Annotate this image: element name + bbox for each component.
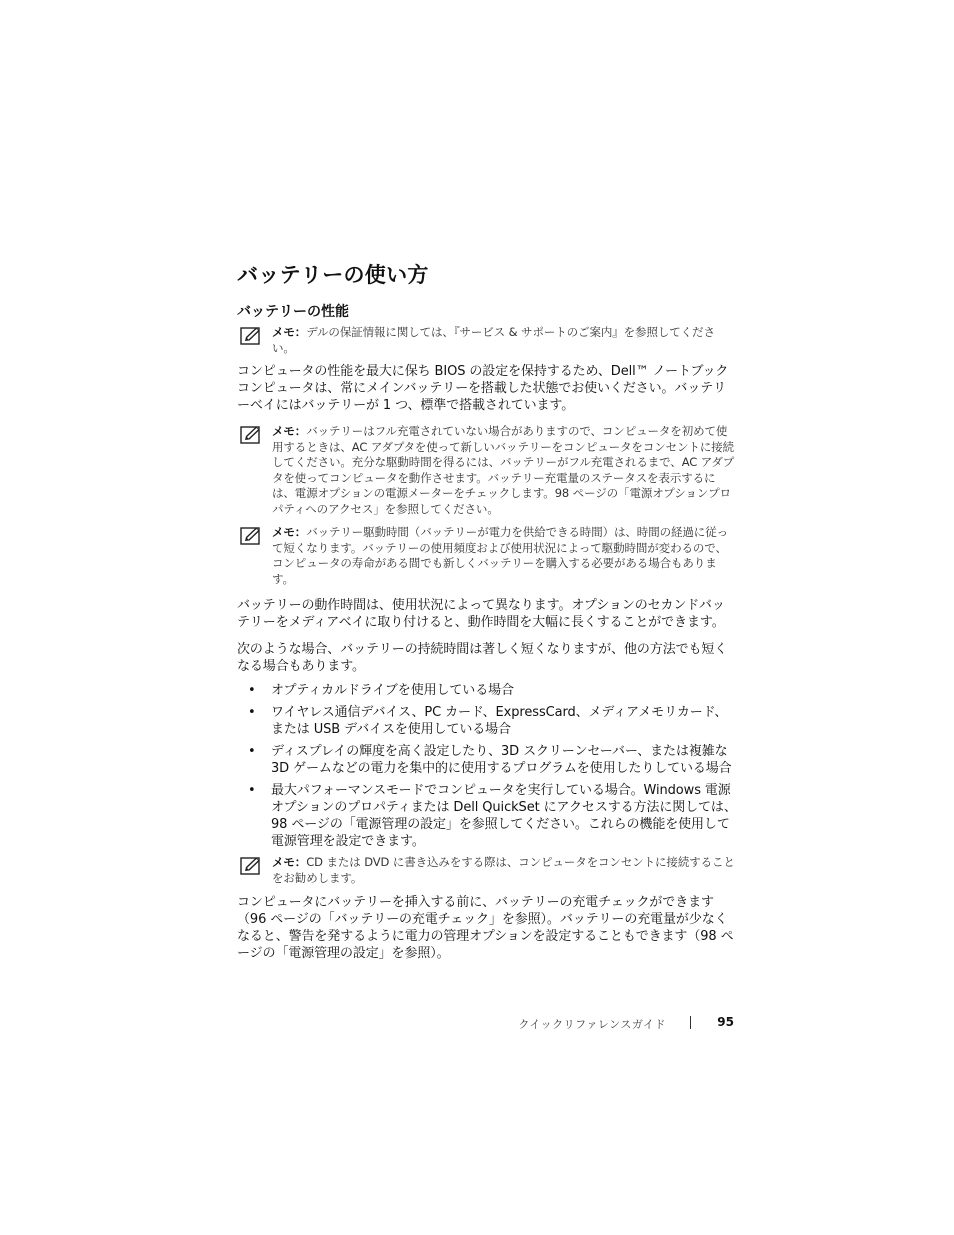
note-pencil-icon <box>240 426 262 444</box>
bullet-text: オプティカルドライブを使用している場合 <box>271 683 514 698</box>
note-pencil-icon <box>240 857 262 875</box>
note-2 <box>237 424 737 517</box>
note-text: バッテリー駆動時間（バッテリーが電力を供給できる時間）は、時間の経過に従って短くなります。バッテリーの使用頻度および使用状況によって駆動時間が変わるので、コンピュータの寿命がある間でも新しくバッテリーを購入する必要がある場合もあります。 <box>272 525 728 586</box>
section-heading: バッテリーの性能 <box>237 304 349 320</box>
bullet-dot: • <box>248 783 256 798</box>
note-label: メモ： <box>272 325 307 339</box>
note-4 <box>237 855 737 886</box>
list-item <box>237 682 737 699</box>
bullet-text: ディスプレイの輝度を高く設定したり、3D スクリーンセーバー、または複雑な 3D ゲームなどの電力を集中的に使用するプログラムを使用したりしている場合 <box>271 744 732 776</box>
footer-separator <box>690 1016 691 1029</box>
list-item <box>237 704 737 738</box>
bullet-dot: • <box>248 744 256 759</box>
page-content <box>237 258 737 962</box>
list-item <box>237 743 737 777</box>
note-1 <box>237 325 737 356</box>
paragraph: バッテリーの動作時間は、使用状況によって異なります。オプションのセカンドバッテリーをメディアベイに取り付けると、動作時間を大幅に長くすることができます。 <box>237 598 725 630</box>
page-number: 95 <box>717 1015 734 1029</box>
paragraph: コンピュータにバッテリーを挿入する前に、バッテリーの充電チェックができます（96 ページの「バッテリーの充電チェック」を参照）。バッテリーの充電量が少なくなると、警告を発するように電力の管理オプションを設定することもできます（98 ページの「電源管理の設定」を参照）。 <box>237 895 734 961</box>
note-text: CD または DVD に書き込みをする際は、コンピュータをコンセントに接続することをお勧めします。 <box>272 855 735 885</box>
bullet-text: 最大パフォーマンスモードでコンピュータを実行している場合。Windows 電源オプションのプロパティまたは Dell QuickSet にアクセスする方法に関しては、98 ページの「電源管理の設定」を参照してください。これらの機能を使用して電源管理を設定できます。 <box>271 783 737 849</box>
note-label: メモ： <box>272 525 307 539</box>
note-3 <box>237 525 737 587</box>
note-pencil-icon <box>240 527 262 545</box>
bullet-dot: • <box>248 705 256 720</box>
page-title: バッテリーの使い方 <box>237 263 429 287</box>
paragraph: 次のような場合、バッテリーの持続時間は著しく短くなりますが、他の方法でも短くなる場合もあります。 <box>237 642 728 674</box>
bullet-text: ワイヤレス通信デバイス、PC カード、ExpressCard、メディアメモリカード、または USB デバイスを使用している場合 <box>271 705 728 737</box>
note-text: デルの保証情報に関しては、『サービス & サポートのご案内』を参照してください。 <box>272 325 715 355</box>
bullet-dot: • <box>248 683 256 698</box>
bullet-list <box>237 682 737 850</box>
paragraph: コンピュータの性能を最大に保ち BIOS の設定を保持するため、Dell™ ノートブックコンピュータは、常にメインバッテリーを搭載した状態でお使いください。バッテリーベイにはバッテリーが 1 つ、標準で搭載されています。 <box>237 364 729 413</box>
note-label: メモ： <box>272 855 307 869</box>
note-text: バッテリーはフル充電されていない場合がありますので、コンピュータを初めて使用するときは、AC アダプタを使って新しいバッテリーをコンピュータをコンセントに接続してください。充分な駆動時間を得るには、バッテリーがフル充電されるまで、AC アダプタを使ってコンピュータを動作させます。バッテリー充電量のステータスを表示するには、電源オプションの電源メーターをチェックします。98 ページの「電源オプションプロパティへのアクセス」を参照してください。 <box>272 424 735 516</box>
note-pencil-icon <box>240 327 262 345</box>
note-label: メモ： <box>272 424 307 438</box>
list-item <box>237 782 737 850</box>
page-footer <box>237 1016 734 1034</box>
footer-guide-title: クイックリファレンスガイド <box>518 1018 666 1031</box>
